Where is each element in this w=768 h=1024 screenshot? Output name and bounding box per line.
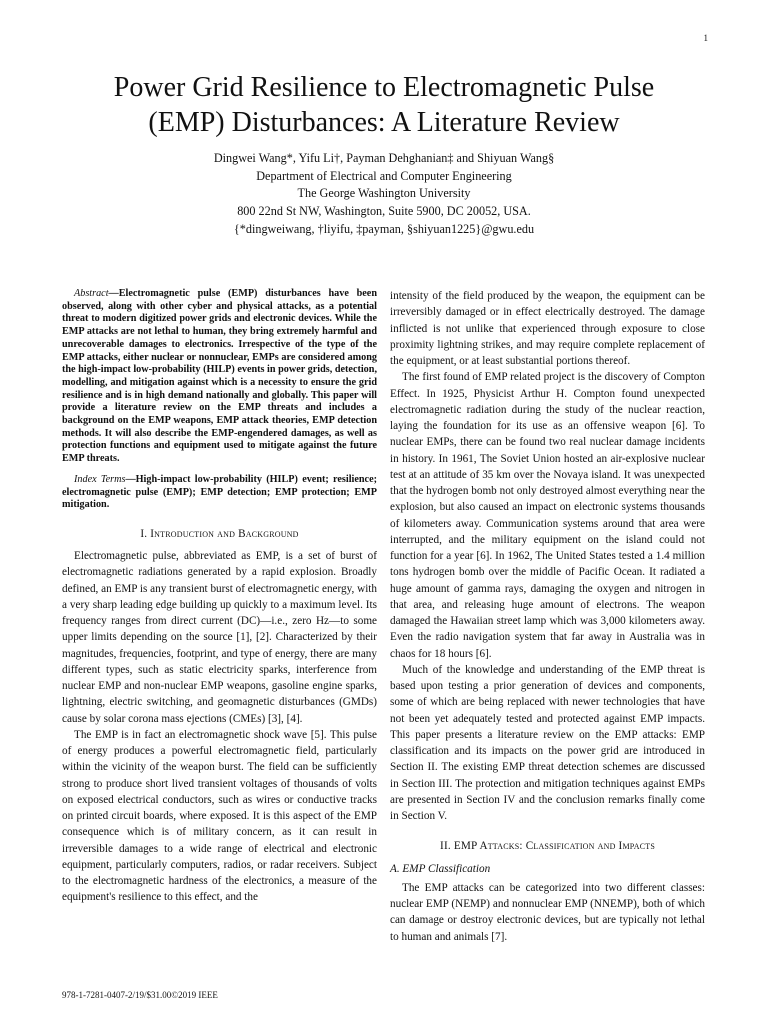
- author-address: 800 22nd St NW, Washington, Suite 5900, DC 20052, USA.: [237, 204, 531, 219]
- index-terms: [62, 474, 377, 512]
- section-1-continuation: intensity of the field produced by the weapon, the equipment can be irreversibly damaged or in effect electrically destroyed. The damage inflicted is not unlike that experienced through exposure to close proximity lightning strikes, and may require complete replacement of the equipment, or at least substantial portions thereof.: [390, 290, 705, 367]
- index-terms-label: Index Terms: [74, 473, 126, 485]
- author-block: [60, 150, 708, 239]
- index-terms-text: —High-impact low-probability (HILP) event; resilience; electromagnetic pulse (EMP); EMP detection; EMP protection; EMP mitigation.: [62, 473, 377, 511]
- section-1-paragraph: Much of the knowledge and understanding of the EMP threat is based upon testing a prior generation of devices and components, some of which are being replaced with newer technologies that have not been yet adequately tested and protected against EMP impacts. This paper presents a literature review on the EMP attacks: EMP classification and its impacts on the power grid are introduced in Section II. The existing EMP threat detection schemes are discussed in Section III. The protection and mitigation techniques against EMPs are presented in Section IV and the conclusion remarks finally come in Section V.: [390, 663, 705, 822]
- section-1-paragraph: The first found of EMP related project is the discovery of Compton Effect. In 1925, Physicist Arthur H. Compton found unexpected electromagnetic radiation during the study of the nuclear reaction, laying the foundation for its use as an offensive weapon [6]. To nuclear EMPs, there can be found two real nuclear damage incidents in history. In 1961, The Soviet Union hosted an air-explosive nuclear test at an attitude of 35 km over the Novaya island. It was unexpected that the hydrogen bomb not only destroyed almost everything near the explosion, but also caused an impact on electronic systems thousands of kilometers away. Communication systems around that area were interrupted, and the military equipment on the island could not function for a year [6]. In 1962, The United States tested a 1.4 million tons hydrogen bomb over the middle of Pacific Ocean. It radiated a huge amount of gamma rays, damaging the oxygen and nitrogen in that area, and releasing huge amount of electrons. The weapon damaged the Hawaiian street lamp which was 3,000 kilometers away. Even the radio navigation system that far away in Australia was in chaos for 18 hours [6].: [390, 371, 705, 660]
- section-2-heading: II. EMP Attacks: Classification and Impacts: [440, 840, 655, 853]
- author-department: Department of Electrical and Computer Engineering: [256, 168, 512, 183]
- subsection-heading: A. EMP Classification: [390, 862, 491, 875]
- section-2-paragraph: The EMP attacks can be categorized into two different classes: nuclear EMP (NEMP) and nonnuclear EMP (NNEMP), both of which can damage or destroy electronic devices, but are typically not lethal to human and animals [7].: [390, 881, 705, 943]
- author-university: The George Washington University: [297, 186, 471, 201]
- copyright-footer: 978-1-7281-0407-2/19/$31.00©2019 IEEE: [62, 990, 218, 1000]
- page-number: 1: [703, 33, 708, 43]
- author-names: Dingwei Wang*, Yifu Li†, Payman Dehghanian‡ and Shiyuan Wang§: [213, 151, 555, 165]
- abstract-label: Abstract: [74, 288, 109, 299]
- abstract-text: —Electromagnetic pulse (EMP) disturbances have been observed, along with other cyber and physical attacks, as a potential threat to modern digitized power grids and electronic devices. While the EMP attacks are not lethal to human, they bring extremely harmful and unrecoverable damages to electronics. Irrespective of the type of the EMP attacks, either nuclear or nonnuclear, EMPs are considered among the high-impact low-probability (HILP) events in power grids, detection, modelling, and mitigation against which is a necessity to ensure the grid resilience and is in high demand nationally and globally. This paper will provide a literature review on the EMP threats and includes a background on the EMP weapons, EMP attack theories, EMP detection methods. It will also describe the EMP-engendered damages, as well as protection functions and equipment used to mitigate against the future EMP threats.: [62, 288, 377, 465]
- title-line-1: Power Grid Resilience to Electromagnetic Pulse: [113, 72, 655, 103]
- author-emails: {*dingweiwang, †liyifu, ‡payman, §shiyuan1225}@gwu.edu: [233, 221, 535, 236]
- paper-title: [60, 70, 708, 140]
- title-line-2: (EMP) Disturbances: A Literature Review: [148, 107, 620, 138]
- left-column: [62, 288, 377, 906]
- section-1-heading: I. Introduction and Background: [140, 527, 299, 540]
- right-column: [390, 288, 705, 945]
- section-1-paragraph: The EMP is in fact an electromagnetic shock wave [5]. This pulse of energy produces a powerful electromagnetic field, particularly within the vicinity of the weapon burst. The field can be sufficiently strong to produce short lived transient voltages of thousands of volts on exposed electrical conductors, such as wires or conductive tracks on printed circuit boards, where exposed. It is this aspect of the EMP consequence which is of military concern, as it can result in irreversible damages to a wide range of electrical and electronic equipment, particularly computers, radios, or radar receivers. Subject to the electromagnetic hardness of the electronics, a measure of the equipment's resilience to this effect, and the: [62, 728, 377, 904]
- abstract: [62, 288, 377, 466]
- section-1-paragraph: Electromagnetic pulse, abbreviated as EMP, is a set of burst of electromagnetic radiations generated by a rapid explosion. Broadly defined, an EMP is any transient burst of electromagnetic energy, with a very sharp leading edge building up quickly to a maximum level. Its frequency ranges from direct current (DC)—i.e., zero Hz—to some upper limits depending on the source [1], [2]. Characterized by their magnitudes, frequencies, footprint, and type of energy, there are many different types, such as static electricity sparks, interference from nuclear EMP and non-nuclear EMP weapons, gasoline engine sparks, lightning, electric switching, and geomagnetic disturbances (GMDs) cause by solar corona mass ejections (CMEs) [3], [4].: [62, 550, 377, 725]
